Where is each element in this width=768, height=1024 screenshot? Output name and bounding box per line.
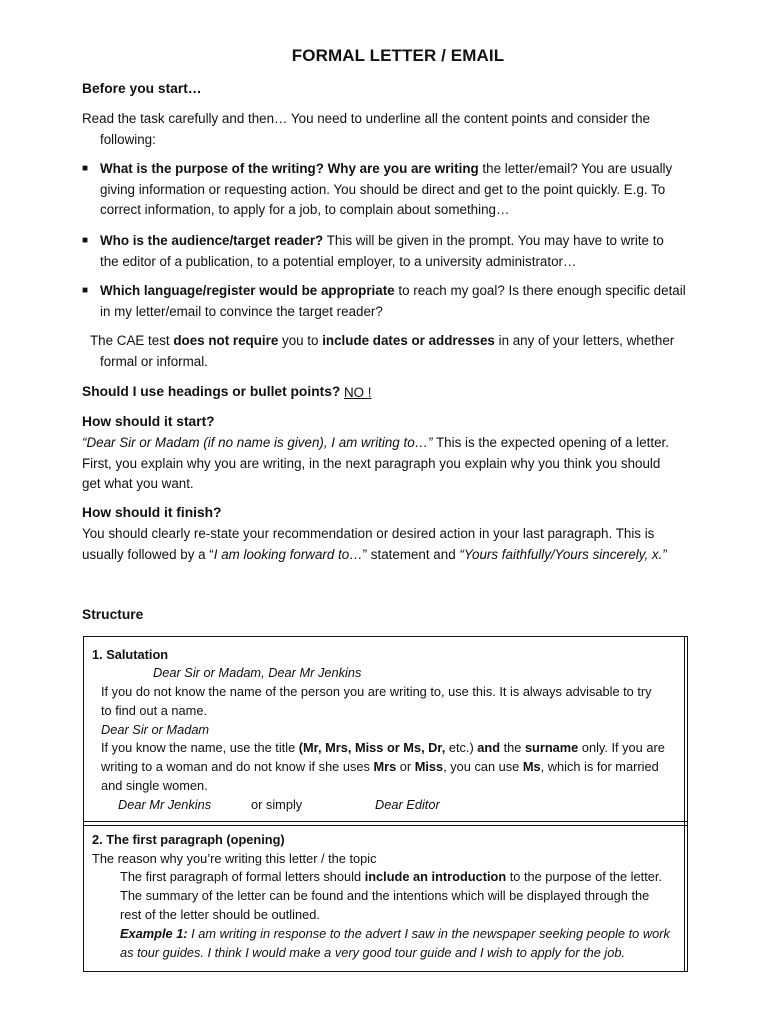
bullet-bold: Who is the audience/target reader? <box>100 233 324 248</box>
bullet-text: the letter/email? You are usually <box>478 161 673 176</box>
bullet-purpose <box>82 159 712 221</box>
bullet-bold: Which language/register would be appropriate <box>100 283 395 298</box>
bullet-bold: What is the purpose of the writing? Why are you are writing <box>100 161 479 176</box>
salutation-heading: 1. Salutation <box>92 647 169 662</box>
salutation-p2-line2: writing to a woman and do not know if she uses Mrs or Miss, you can use Ms, which is for married <box>101 759 659 774</box>
bullet-square-icon: ■ <box>82 163 89 174</box>
finish-line-1: You should clearly re-state your recommendation or desired action in your last paragraph. This is <box>82 526 655 541</box>
intro-line-1: Read the task carefully and then… You need to underline all the content points and consider the <box>82 111 651 126</box>
opening-line3: rest of the letter should be outlined. <box>120 907 320 922</box>
bullet-line: giving information or requesting action. You should be direct and get to the point quickly. E.g. To <box>100 181 666 197</box>
structure-heading: Structure <box>82 607 144 622</box>
bullet-text: to reach my goal? Is there enough specific detail <box>394 283 686 298</box>
cae-line-2: formal or informal. <box>100 354 208 369</box>
table-divider <box>84 821 687 826</box>
bullet-square-icon: ■ <box>82 285 89 296</box>
bullet-square-icon: ■ <box>82 235 89 246</box>
bullet-line: correct information, to apply for a job, to complain about something… <box>100 202 510 217</box>
start-line-2: First, you explain why you are writing, in the next paragraph you explain why you think you should <box>82 456 661 471</box>
salutation-ex-b: or simply <box>251 797 303 812</box>
bullet-line: the editor of a publication, to a potential employer, to a university administrator… <box>100 253 577 269</box>
start-line-3: get what you want. <box>82 476 194 491</box>
intro-line-2: following: <box>100 132 156 147</box>
opening-line2: The summary of the letter can be found and the intentions which will be displayed through the <box>120 888 650 903</box>
salutation-ex-c: Dear Editor <box>375 797 440 812</box>
start-heading: How should it start? <box>82 414 215 429</box>
structure-table <box>83 636 688 972</box>
salutation-p2-line1: If you know the name, use the title (Mr, Mrs, Miss or Ms, Dr, etc.) and the surname only. If you are <box>101 740 665 755</box>
bullet-audience <box>82 231 712 272</box>
headings-question: Should I use headings or bullet points? <box>82 384 341 399</box>
opening-sub: The reason why you’re writing this letter / the topic <box>92 851 377 866</box>
bullet-text: This will be given in the prompt. You may have to write to <box>323 233 664 248</box>
salutation-ex-a: Dear Mr Jenkins <box>118 797 212 812</box>
salutation-p1-line1: If you do not know the name of the person you are writing to, use this. It is always advisable to try <box>101 684 652 699</box>
salutation-italic: Dear Sir or Madam <box>101 722 210 737</box>
bullet-line: in my letter/email to convince the target reader? <box>100 303 383 319</box>
bullet-register <box>82 281 712 322</box>
page-title: FORMAL LETTER / EMAIL <box>291 46 505 65</box>
salutation-p1-line2: to find out a name. <box>101 703 207 718</box>
finish-line-2: usually followed by a “I am looking forward to…” statement and “Yours faithfully/Yours sincerely, x.” <box>82 547 667 562</box>
cae-line-1: The CAE test does not require you to include dates or addresses in any of your letters, whether <box>90 333 675 348</box>
start-line-1: “Dear Sir or Madam (if no name is given), I am writing to…” This is the expected opening of a letter. <box>82 435 669 450</box>
salutation-p2-line3: and single women. <box>101 778 208 793</box>
opening-heading: 2. The first paragraph (opening) <box>92 832 285 847</box>
opening-example-line1: Example 1: I am writing in response to the advert I saw in the newspaper seeking people to work <box>120 926 670 941</box>
finish-heading: How should it finish? <box>82 505 222 520</box>
salutation-example: Dear Sir or Madam, Dear Mr Jenkins <box>153 665 362 680</box>
before-heading: Before you start… <box>82 81 202 96</box>
opening-example-line2: as tour guides. I think I would make a very good tour guide and I wish to apply for the job. <box>120 945 626 960</box>
headings-answer: NO ! <box>344 385 372 400</box>
opening-line1: The first paragraph of formal letters should include an introduction to the purpose of the letter. <box>120 869 662 884</box>
